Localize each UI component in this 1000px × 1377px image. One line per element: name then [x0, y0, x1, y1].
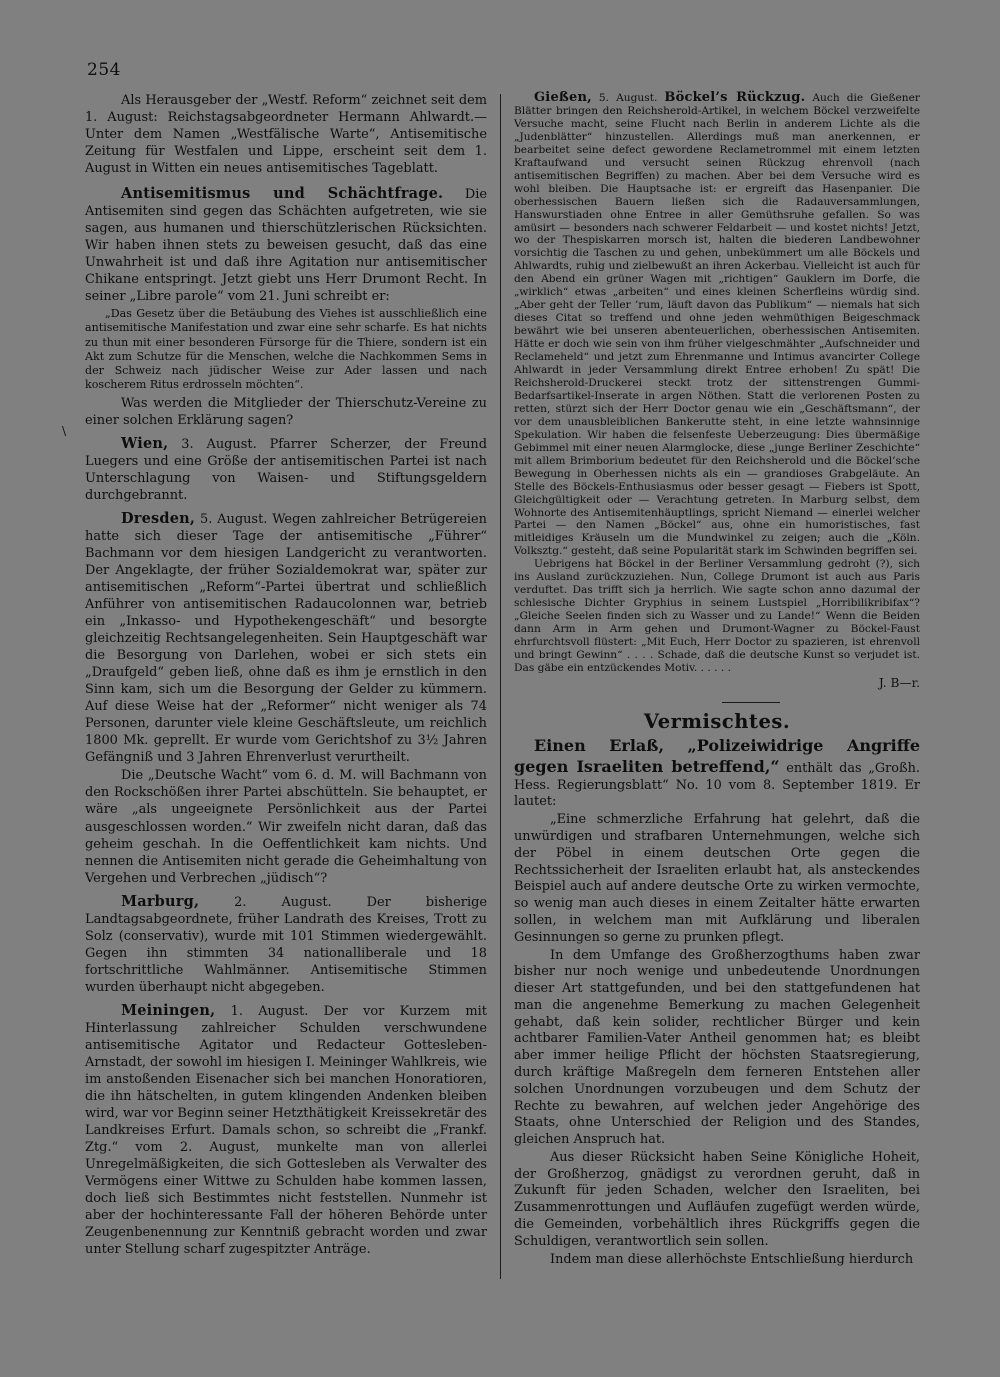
headline-schaechtfrage: Antisemitismus und Schächtfrage. [121, 185, 444, 203]
right-column [514, 92, 920, 1269]
section-title-vermischtes: Vermischtes. [643, 709, 791, 733]
article-meiningen [85, 1002, 487, 1258]
left-column [85, 92, 487, 1259]
erlass-paragraph-1: „Eine schmerzliche Erfahrung hat gelehrt, daß die unwürdigen und strafbaren Unternehmungen, welche sich der Pöbel in einem deutschen Orte gegen die Rechtssicherheit der Israeliten erlaubt hat, als ansteckendes Beispiel auch auf andere deutsche Orte zu wirken vermochte, so wenig man auch dieses in einem Zeitalter hätte erwarten sollen, in welchem man mit Aufklärung und liberalen Gesinnungen so gerne zu prunken pflegt. [514, 812, 920, 945]
article-dresden-text: 5. August. Wegen zahlreicher Betrügereien hatte sich dieser Tage der antisemitische „Führer“ Bachmann vor dem hiesigen Landgericht zu verantworten. Der Angeklagte, der früher Sozialdemokrat war, später zur antisemitischen „Reform“-Partei übertrat und schließlich Anführer von antisemitischen Radaucolonnen war, betrieb ein „Inkasso- und Hypothekengeschäft“ und besorgte gleichzeitig Rechtsangelegenheiten. Sein Hauptgeschäft war die Besorgung von Darlehen, wobei er sich stets ein „Draufgeld“ geben ließ, ohne daß es ihm je ernstlich in den Sinn kam, sich um die Besorgung der Gelder zu kümmern. Auf diese Weise hat der „Reformer“ nicht weniger als 74 Personen, darunter viele kleine Geschäftsleute, um reichlich 1800 Mk. geprellt. Er wurde vom Gerichtshof zu 3½ Jahren Gefängniß und 3 Jahren Ehrenverlust verurtheilt. [85, 511, 487, 766]
article-wien [85, 435, 487, 504]
article-giessen [514, 92, 920, 558]
quote-drumont: „Das Gesetz über die Betäubung des Viehes ist ausschließlich eine antisemitische Manifestation und zwar eine sehr scharfe. Es hat nichts zu thun mit einer besonderen Fürsorge für die Thiere, sondern ist ein Akt zum Schutze für die Menschen, welche die Nachkommen Sems in der Schweiz nach jüdischer Weise zur Ader lassen und nach koscherem Ritus erdrosseln möchten“. [85, 307, 487, 391]
article-wien-text: 3. August. Pfarrer Scherzer, der Freund Luegers und eine Größe der antisemitischen Partei ist nach Unterschlagung von Waisen- und Stiftungsgeldern durchgebrannt. [85, 436, 487, 503]
article-giessen-date: 5. August. [591, 91, 665, 104]
headline-erlass: Einen Erlaß, „Polizeiwidrige Angriffe gegen Israeliten betreffend,“ [514, 736, 920, 776]
page-number: 254 [87, 60, 121, 80]
margin-mark: \ [62, 424, 67, 438]
erlass-paragraph-2: In dem Umfange des Großherzogthums haben zwar bisher nur noch wenige und unbedeutende Unordnungen dieser Art stattgefunden, und bei den stattgefundenen hat man die angenehme Bemerkung zu machen Gelegenheit gehabt, daß kein solider, rechtlicher Bürger und kein achtbarer Familien-Vater Antheil genommen hat; es bleibt aber immer heilige Pflicht der höchsten Staatsregierung, durch kräftige Maßregeln dem ferneren Entstehen aller solchen Unordnungen vorzubeugen und dem Schutz der Rechte zu bewahren, auf welchen jeder Angehörige des Staats, ohne Unterschied der Religion und des Standes, gleichen Anspruch hat. [514, 947, 920, 1148]
headline-marburg: Marburg, [121, 892, 200, 910]
article-dresden-wacht: Die „Deutsche Wacht“ vom 6. d. M. will Bachmann von den Rockschößen ihrer Partei abschütteln. Sie behauptet, er wäre „als ungeeignete Persönlichkeit aus der Partei ausgeschlossen worden.“ Wir zweifeln nicht daran, daß das geheim geschah. In die Oeffentlichkeit kam nichts. Und nennen die Antisemiten nicht gerade die Geheimhaltung von Vergehen und Verbrechen „jüdisch“? [85, 768, 487, 886]
article-dresden [85, 510, 487, 766]
article-erlass [514, 736, 920, 811]
column-rule [500, 94, 501, 1279]
headline-wien: Wien, [121, 434, 169, 452]
erlass-paragraph-3: Aus dieser Rücksicht haben Seine Königliche Hoheit, der Großherzog, gnädigst zu verordnen geruht, daß in Zukunft für jeden Schaden, welcher den Israeliten, bei Zusammenrottungen und Aufläufen zugefügt werden würde, die Gemeinden, vorbehältlich ihres Rückgriffs gegen die Schuldigen, verantwortlich sein sollen. [514, 1149, 920, 1249]
headline-giessen: Gießen, [534, 90, 592, 105]
separator-rule [722, 702, 780, 703]
article-schaechtfrage [85, 185, 487, 305]
headline-dresden: Dresden, [121, 509, 196, 527]
article-erlass-intro: enthält das „Großh. Hess. Regierungsblatt“ No. 10 vom 8. September 1819. Er lautet: [514, 760, 921, 810]
article-marburg-text: 2. August. Der bisherige Landtagsabgeordnete, früher Landrath des Kreises, Trott zu Solz (conservativ), wurde mit 101 Stimmen wiedergewählt. Gegen ihn stimmten 34 nationalliberale und 18 fortschrittliche Wahlmänner. Antisemitische Stimmen wurden überhaupt nicht abgegeben. [85, 894, 487, 995]
article-schaechtfrage-question: Was werden die Mitglieder der Thierschutz-Vereine zu einer solchen Erklärung sagen? [85, 395, 487, 428]
erlass-paragraph-4: Indem man diese allerhöchste Entschließung hierdurch [550, 1251, 914, 1267]
article-meiningen-text: 1. August. Der vor Kurzem mit Hinterlassung zahlreicher Schulden verschwundene antisemitische Agitator und Redacteur Gottesleben-Arnstadt, der sowohl im hiesigen I. Meininger Wahlkreis, wie im anstoßenden Eisenacher sich bei manchen Honoratioren, die ihn hätschelten, in gutem klingenden Andenken bleiben wird, war vor Beginn seiner Hetzthätigkeit Kreissekretär des Landkreises Erfurt. Damals schon, so schreibt die „Frankf. Ztg.“ vom 2. August, munkelte man von allerlei Unregelmäßigkeiten, die sich Gottesleben als Verwalter des Vermögens einer Wittwe zu Schulden habe kommen lassen, doch ließ sich Bestimmtes nicht feststellen. Nunmehr ist aber der hochinteressante Fall der höheren Behörde unter Zeugenbenennung zur Kenntniß gebracht worden und zwar unter Stellung scharf zugespitzter Anträge. [85, 1003, 487, 1258]
article-schaechtfrage-text: Die Antisemiten sind gegen das Schächten aufgetreten, wie sie sagen, aus humanen und thierschützlerischen Rücksichten. Wir haben ihnen stets zu beweisen gesucht, daß das eine Unwahrheit ist und daß ihre Agitation nur antisemitischer Chikane entspringt. Jetzt giebt uns Herr Drumont Recht. In seiner „Libre parole“ vom 21. Juni schreibt er: [85, 187, 488, 305]
article-reform-publisher: Als Herausgeber der „Westf. Reform“ zeichnet seit dem 1. August: Reichstagsabgeordneter Hermann Ahlwardt.— Unter dem Namen „Westfälische Warte“, Antisemitische Zeitung für Westfalen und Lippe, erscheint seit dem 1. August in Witten ein neues antisemitisches Tageblatt. [85, 93, 487, 177]
headline-meiningen: Meiningen, [121, 1001, 216, 1019]
article-marburg [85, 893, 487, 996]
article-giessen-continued: Uebrigens hat Böckel in der Berliner Versammlung gedroht (?), sich ins Ausland zurückzuziehen. Nun, College Drumont ist auch aus Paris verduftet. Das trifft sich ja herrlich. Wie sagte schon anno dazumal der schlesische Dichter Gryphius in seinem Lustspiel „Horribilikribifax“? „Gleiche Seelen finden sich zu Wasser und zu Lande!“ Wenn die Beiden dann Arm in Arm gehen und Drumont-Wagner zu Böckel-Faust ehrfurchtsvoll flüstert: „Mit Euch, Herr Doctor zu spazieren, ist ehrenvoll und bringt Gewinn“ . . . . Schade, daß die deutsche Kunst so verjudet ist. Das gäbe ein entzückendes Motiv. . . . . . [514, 557, 920, 674]
headline-boeckel-rueckzug: Böckel’s Rückzug. [664, 90, 806, 105]
author-signature: J. B—r. [878, 675, 920, 690]
article-giessen-text: Auch die Gießener Blätter bringen den Reichsherold-Artikel, in welchem Böckel verzweifelte Versuche macht, seine Flucht nach Berlin in anderem Lichte als die „Judenblätter“ hinzustellen. Allerdings muß man anerkennen, er bearbeitet seine defect gewordene Reclametrommel mit einem letzten Kraftaufwand und versucht seinen Rückzug ehrenvoll (nach antisemitischen Begriffen) zu machen. Aber bei dem Versuche wird es wohl bleiben. Die Hauptsache ist: er ergreift das Hasenpanier. Die oberhessischen Bauern ließen sich die Radauversammlungen, Hanswurstiaden ohne Entree in aller Gemüthsruhe gefallen. So was amüsirt — besonders nach schwerer Feldarbeit — und kostet nichts! Jetzt, wo der Thespiskarren morsch ist, halten die biederen Landbewohner vorsichtig die Taschen zu und gehen, unbekümmert um alle Böckels und Ahlwardts, ruhig und zielbewußt an ihren Ackerbau. Vielleicht ist auch für den Abend ein grüner Wagen mit „richtigen“ Gauklern im Dorfe, die „wirklich“ etwas „arbeiten“ und eines kleinen Scherfleins würdig sind. „Aber geht der Teller ’rum, läuft davon das Publikum“ — niemals hat sich dieses Citat so treffend und ohne jeden wehmüthigen Beigeschmack bewährt wie bei unseren abenteuerlichen, oberhessischen Antisemiten. Hätte er doch wie sein von ihm früher vielgeschmähter „Aufschneider und Reclameheld“ und jetzt zum Ehrenmanne und Intimus avancirter College Ahlwardt in jeder Versammlung direkt Entree erhoben! Zu spät! Die Reichsherold-Druckerei steckt trotz der sittenstrengen Gummi-Bedarfsartikel-Inserate in argen Nöthen. Statt die verlorenen Posten zu retten, stürzt sich der Herr Doctor genau wie ein „Geschäftsmann“, der vor dem unausbleiblichen Bankerutte steht, in eine letzte wahnsinnige Spekulation. Wir haben die felsenfeste Ueberzeugung: Dies übermäßige Gebimmel mit einer neuen Alarmglocke, diese „junge Berliner Zeschichte“ mit allem Brimborium bedeutet für den Reichsherold und die Böckel’sche Bewegung in Oberhessen nichts als ein — grandioses Grabgeläute. An Stelle des Böckels-Enthusiasmus oder besser gesagt — Fiebers ist Spott, Gleichgültigkeit oder — Verachtung getreten. In Marburg selbst, dem Wohnorte des Antisemitenhäuptlings, spricht Niemand — einerlei welcher Partei — den Namen „Böckel“ aus, ohne ein humoristisches, fast mitleidiges Kräuseln um die Mundwinkel zu zeigen; auch die „Köln. Volksztg.“ gesteht, daß seine Popularität stark im Schwinden begriffen sei. [514, 91, 920, 558]
